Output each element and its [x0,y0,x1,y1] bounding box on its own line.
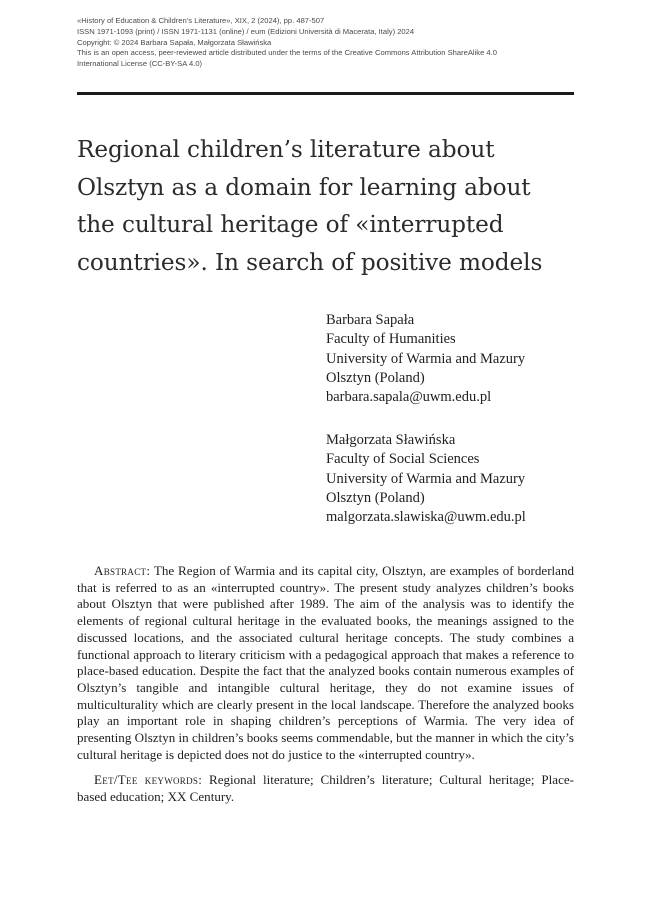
abstract-label: Abstract: [94,563,151,578]
keywords-text: Regional literature; Children’s literature; Cultural heritage; Place-based education; XX Century. [77,772,574,804]
author-name: Małgorzata Sławińska [326,432,456,448]
keywords-label: Eet/Tee keywords: [94,772,203,787]
journal-header [77,16,577,70]
title-line: Olsztyn as a domain for learning about [77,173,531,201]
author-email[interactable]: barbara.sapala@uwm.edu.pl [326,389,492,406]
title-line: the cultural heritage of «interrupted [77,211,504,238]
author-name: Barbara Sapała [326,312,415,328]
author-block-slawinska [326,431,586,527]
journal-citation-line: «History of Education & Children’s Literature», XIX, 2 (2024), pp. 487-507 [77,16,325,25]
title-line: countries». In search of positive models [77,248,543,276]
author-email[interactable]: malgorzata.slawiska@uwm.edu.pl [326,509,526,526]
author-university: University of Warmia and Mazury [326,470,526,487]
title-line: Regional children’s literature about [77,136,495,163]
author-block-sapala [326,311,586,407]
journal-issn-line: ISSN 1971-1093 (print) / ISSN 1971-1131 (online) / eum (Edizioni Università di Macerata, Italy) 2024 [77,26,415,36]
keywords-paragraph [77,772,574,805]
author-university: University of Warmia and Mazury [326,350,526,367]
header-divider [77,92,574,95]
license-line-continued: International License (CC-BY-SA 4.0) [77,59,203,69]
author-faculty: Faculty of Humanities [326,331,456,348]
abstract-paragraph [77,563,574,764]
author-city: Olsztyn (Poland) [326,369,425,386]
license-line: This is an open access, peer-reviewed article distributed under the terms of the Creative Commons Attribution ShareAlike 4.0 [77,48,497,58]
abstract-text: The Region of Warmia and its capital city, Olsztyn, are examples of borderland that is referred to as an «interrupted country». The present study analyzes children’s books about Olsztyn that were published after 1989. The aim of the analysis was to identify the elements of regional cultural heritage in the evaluated books, the meanings assigned to the discussed locations, and the associated cultural heritage concepts. The study combines a functional approach to literary criticism with a pedagogical approach that makes a reference to place-based education. Despite the fact that the analyzed books contain numerous examples of Olsztyn’s tangible and intangible cultural heritage, they do not examine issues of multiculturality which are clearly present in the local landscape. Therefore the analyzed books play an important role in shaping children’s perceptions of Warmia. The very idea of presenting Olsztyn in children’s books seems commendable, but the manner in which the city’s cultural heritage is depicted does not do justice to the «interrupted country». [77,563,574,762]
author-city: Olsztyn (Poland) [326,489,425,506]
article-title [77,131,597,281]
copyright-line: Copyright: © 2024 Barbara Sapała, Małgorzata Sławińska [77,37,272,47]
author-faculty: Faculty of Social Sciences [326,451,480,468]
